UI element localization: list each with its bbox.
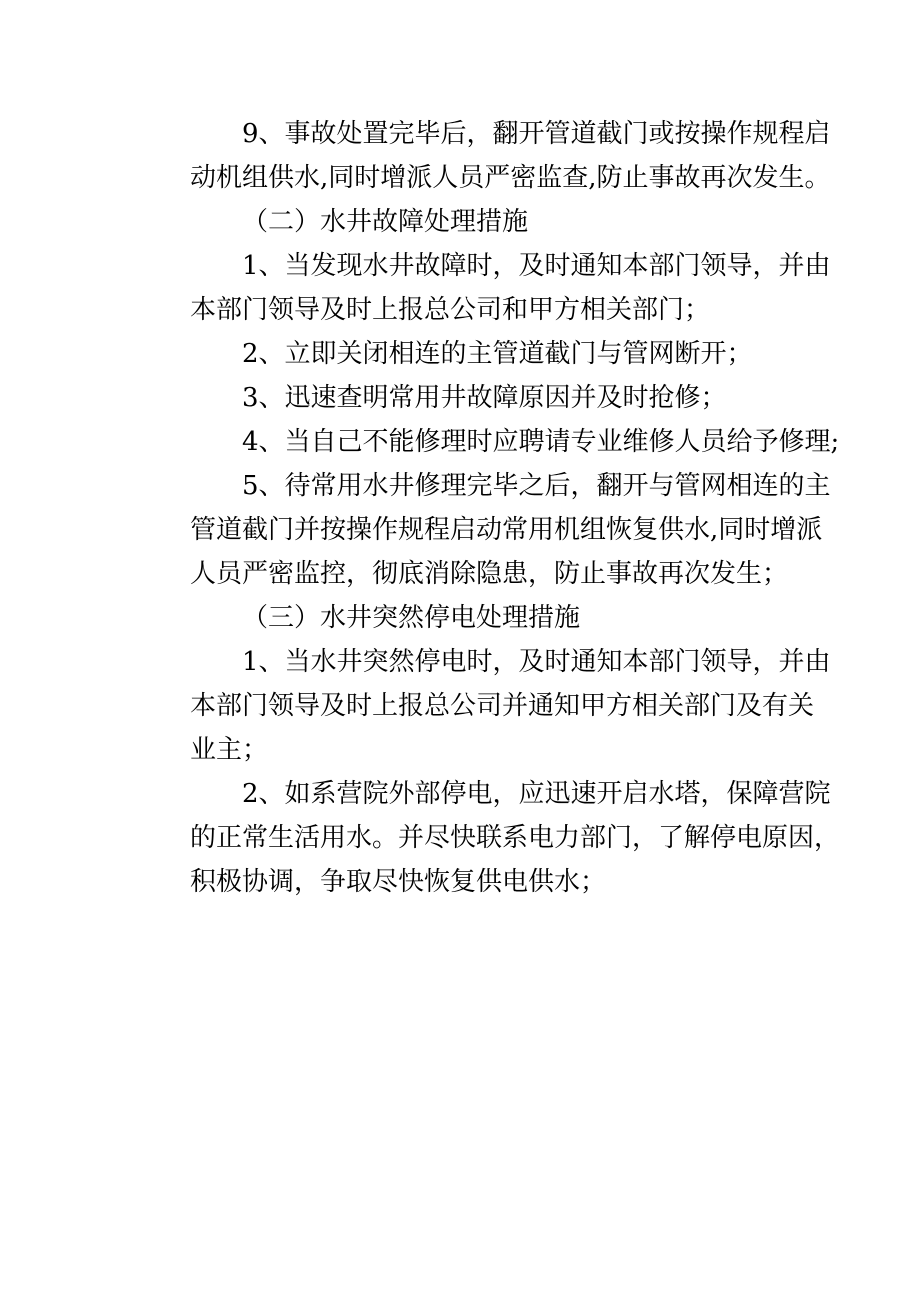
text-line: 动机组供水,同时增派人员严密监查,防止事故再次发生。 xyxy=(190,163,831,193)
paragraph-item-2 xyxy=(138,332,798,376)
paragraph-item-9 xyxy=(138,112,831,200)
section-heading-text: （三）水井突然停电处理措施 xyxy=(242,603,581,633)
text-line: 本部门领导及时上报总公司并通知甲方相关部门及有关 xyxy=(190,691,815,721)
text-line: 4、当自己不能修理时应聘请专业维修人员给予修理; xyxy=(242,427,840,457)
section-heading-2 xyxy=(138,200,798,244)
text-line: 1、当发现水井故障时，及时通知本部门领导，并由 xyxy=(242,251,831,281)
text-line: 3、迅速查明常用井故障原因并及时抢修； xyxy=(242,383,727,413)
text-line: 5、待常用水井修理完毕之后，翻开与管网相连的主 xyxy=(242,471,831,501)
paragraph-item-5 xyxy=(138,464,831,596)
text-line: 人员严密监控，彻底消除隐患，防止事故再次发生； xyxy=(190,559,789,589)
text-line: 业主； xyxy=(190,735,269,765)
paragraph-item-1 xyxy=(138,244,831,332)
text-line: 2、如系营院外部停电，应迅速开启水塔，保障营院 xyxy=(242,779,831,809)
paragraph-item-1b xyxy=(138,640,831,772)
text-line: 本部门领导及时上报总公司和甲方相关部门； xyxy=(190,295,711,325)
section-heading-3 xyxy=(138,596,798,640)
text-line: 的正常生活用水。并尽快联系电力部门，了解停电原因， xyxy=(190,823,841,853)
text-line: 9、事故处置完毕后，翻开管道截门或按操作规程启 xyxy=(242,119,831,149)
text-line: 管道截门并按操作规程启动常用机组恢复供水,同时增派 xyxy=(190,515,823,545)
text-line: 1、当水井突然停电时，及时通知本部门领导，并由 xyxy=(242,647,831,677)
paragraph-item-2b xyxy=(138,772,841,904)
section-heading-text: （二）水井故障处理措施 xyxy=(242,207,529,237)
paragraph-item-3 xyxy=(138,376,798,420)
document-body xyxy=(138,112,841,904)
text-line: 2、立即关闭相连的主管道截门与管网断开； xyxy=(242,339,753,369)
text-line: 积极协调，争取尽快恢复供电供水； xyxy=(190,867,607,897)
paragraph-item-4 xyxy=(138,420,840,464)
